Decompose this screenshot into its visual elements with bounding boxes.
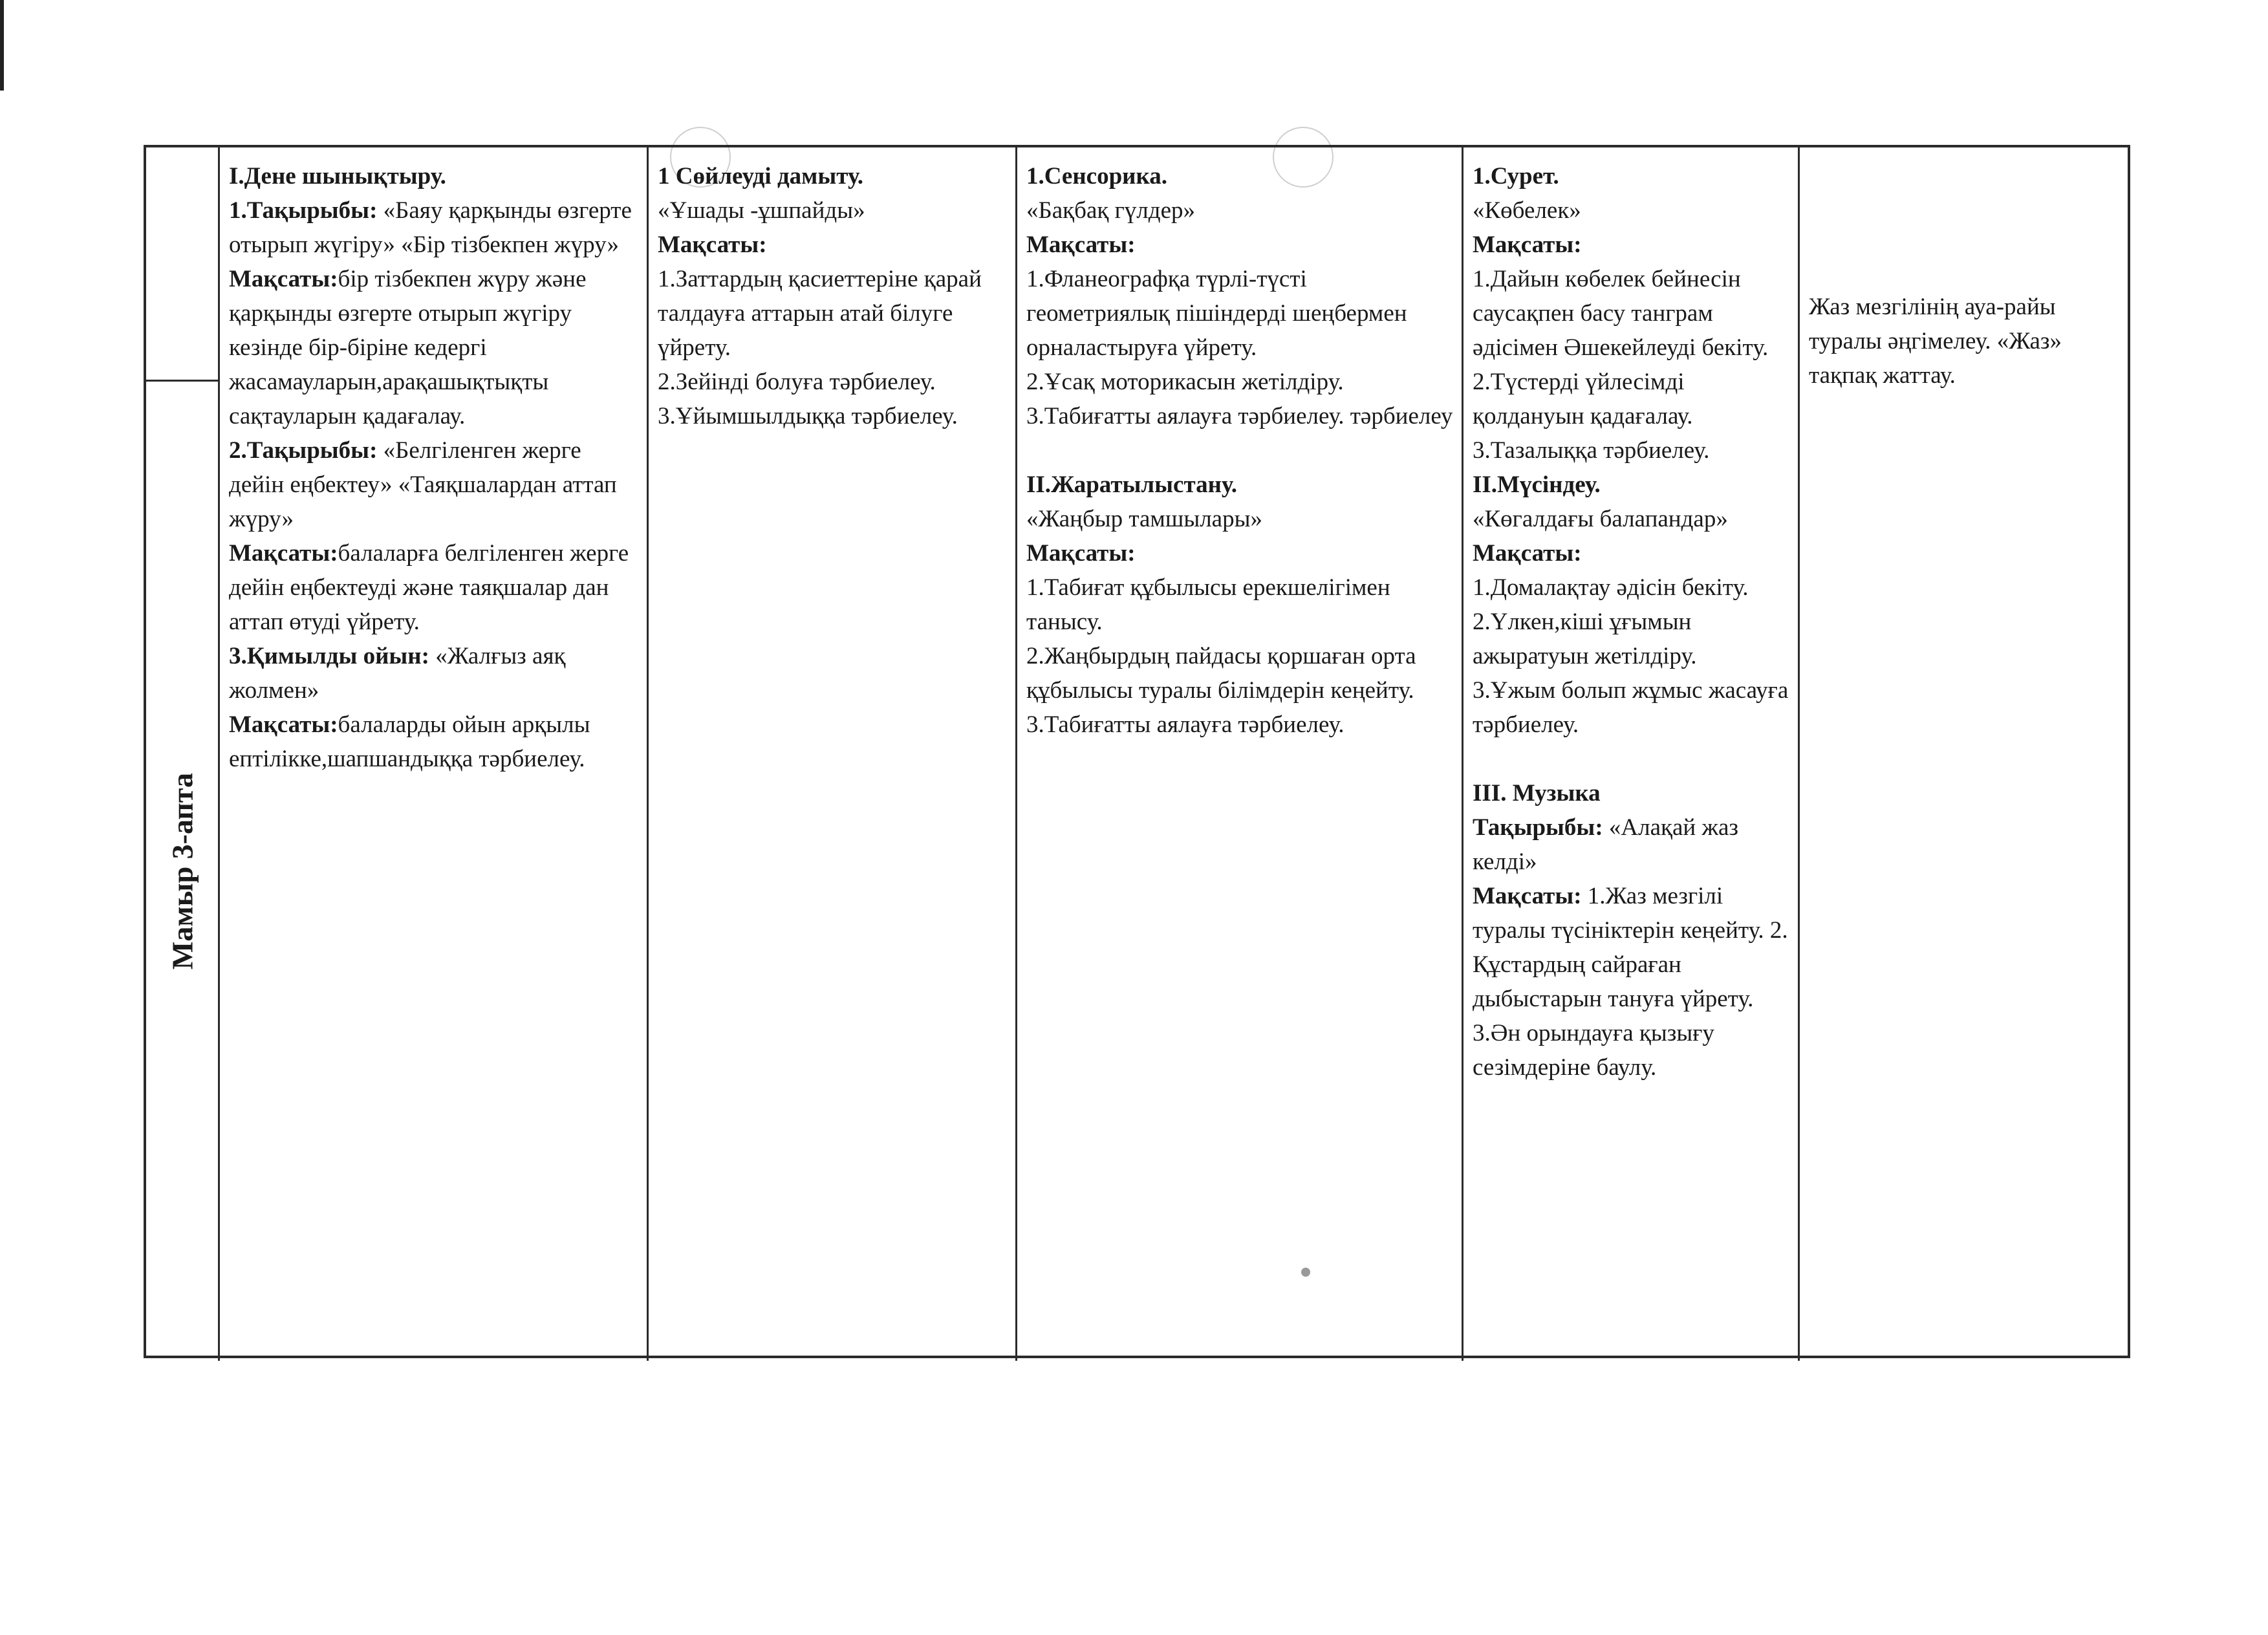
field-text: 1.Жаз мезгілі туралы түсініктерін кеңейту. 2. Құстардың сайраған дыбыстарын тануға үйрету. 3.Ән орындауға қызығу сезімдеріне баулу. xyxy=(1473,883,1788,1081)
section-heading: Мақсаты: xyxy=(1026,540,1136,567)
field-text: «Белгіленген жерге дейін еңбектеу» «Таяқшалардан аттап жүру» xyxy=(229,437,617,532)
section-heading: II.Мүсіндеу. xyxy=(1473,471,1601,498)
field-label: 2.Тақырыбы: xyxy=(229,437,378,464)
week-label: Мамыр 3-апта xyxy=(166,772,199,970)
column-physical-education xyxy=(220,147,649,1361)
field-label: Мақсаты: xyxy=(1473,883,1582,909)
body-text: 3.Табиғатты аялауға тәрбиелеу. тәрбиелеу xyxy=(1026,403,1453,429)
field-text: балаларды ойын арқылы ептілікке,шапшандыққа тәрбиелеу. xyxy=(229,711,590,772)
body-text: «Бақбақ гүлдер» xyxy=(1026,197,1196,224)
section-heading: II.Жаратылыстану. xyxy=(1026,471,1237,498)
labeled-text xyxy=(229,639,639,708)
field-text: «Жалғыз аяқ жолмен» xyxy=(229,643,566,704)
body-text: Жаз мезгілінің ауа-райы туралы әңгімелеу. «Жаз» тақпақ жаттау. xyxy=(1809,294,2062,389)
labeled-text xyxy=(229,262,639,433)
scan-edge-mark xyxy=(0,0,4,91)
labeled-text xyxy=(229,536,639,639)
labeled-text xyxy=(229,193,639,262)
body-text: 2.Жаңбырдың пайдасы қоршаған орта құбылысы туралы білімдерін кеңейту. xyxy=(1026,643,1416,704)
section-heading: 1 Сөйлеуді дамыту. xyxy=(658,163,864,189)
body-text: 3.Ұжым болып жұмыс жасауға тәрбиелеу. xyxy=(1473,677,1789,738)
section-heading: 1.Сенсорика. xyxy=(1026,163,1167,189)
column-conversation xyxy=(1800,147,2133,1361)
body-text: «Ұшады -ұшпайды» xyxy=(658,197,865,224)
field-label: Мақсаты: xyxy=(229,266,338,292)
labeled-text xyxy=(1473,810,1790,879)
section-heading: Мақсаты: xyxy=(1473,232,1582,258)
body-text: 1.Табиғат құбылысы ерекшелігімен танысу. xyxy=(1026,574,1390,635)
section-heading: Мақсаты: xyxy=(1026,232,1136,258)
column-art-music xyxy=(1463,147,1800,1361)
body-text: 2.Түстерді үйлесімді қолдануын қадағалау. xyxy=(1473,369,1693,429)
body-text: 1.Домалақтау әдісін бекіту. xyxy=(1473,574,1749,601)
body-text: 3.Ұйымшылдыққа тәрбиелеу. xyxy=(658,403,958,429)
section-heading: Мақсаты: xyxy=(658,232,767,258)
spacer xyxy=(1473,742,1790,776)
field-text: балаларға белгіленген жерге дейін еңбектеуді және таяқшалар дан аттап өтуді үйрету. xyxy=(229,540,629,635)
field-text: бір тізбекпен жүру және қарқынды өзгерте отырып жүгіру кезінде бір-біріне кедергі жасамауларын,арақашықтықты сақтауларын қадағалау. xyxy=(229,266,587,429)
body-text: «Көбелек» xyxy=(1473,197,1581,224)
section-heading: III. Музыка xyxy=(1473,780,1601,807)
body-text: 1.Заттардың қасиеттеріне қарай талдауға аттарын атай білуге үйрету. xyxy=(658,266,982,361)
body-text: «Көгалдағы балапандар» xyxy=(1473,506,1728,532)
labeled-text xyxy=(229,433,639,536)
spacer xyxy=(1026,433,1454,468)
body-text: «Жаңбыр тамшылары» xyxy=(1026,506,1262,532)
labeled-text xyxy=(229,708,639,776)
body-text: 2.Ұсақ моторикасын жетілдіру. xyxy=(1026,369,1344,395)
field-label: Тақырыбы: xyxy=(1473,814,1603,841)
field-text: «Баяу қарқынды өзгерте отырып жүгіру» «Бір тізбекпен жүру» xyxy=(229,197,632,258)
body-text: 2.Үлкен,кіші ұғымын ажыратуын жетілдіру. xyxy=(1473,609,1697,669)
field-label: 3.Қимылды ойын: xyxy=(229,643,429,669)
body-text: 3.Табиғатты аялауға тәрбиелеу. xyxy=(1026,711,1345,738)
plan-table xyxy=(144,145,2130,1358)
week-cell xyxy=(146,382,220,1361)
field-text: «Алақай жаз келді» xyxy=(1473,814,1739,875)
column-sensorics-nature xyxy=(1017,147,1463,1361)
field-label: 1.Тақырыбы: xyxy=(229,197,378,224)
body-text: 1.Дайын көбелек бейнесін саусақпен басу танграм әдісімен Әшекейлеуді бекіту. xyxy=(1473,266,1769,361)
section-heading: Мақсаты: xyxy=(1473,540,1582,567)
body-text: 1.Фланеографқа түрлі-түсті геометриялық пішіндерді шеңбермен орналастыруға үйрету. xyxy=(1026,266,1407,361)
body-text: 2.Зейінді болуға тәрбиелеу. xyxy=(658,369,936,395)
column-speech-development xyxy=(649,147,1017,1361)
field-label: Мақсаты: xyxy=(229,540,338,567)
section-heading: 1.Сурет. xyxy=(1473,163,1559,189)
labeled-text xyxy=(1473,879,1790,1085)
body-text: 3.Тазалыққа тәрбиелеу. xyxy=(1473,437,1710,464)
section-heading: I.Дене шынықтыру. xyxy=(229,163,446,189)
field-label: Мақсаты: xyxy=(229,711,338,738)
week-header-cell xyxy=(146,147,220,382)
